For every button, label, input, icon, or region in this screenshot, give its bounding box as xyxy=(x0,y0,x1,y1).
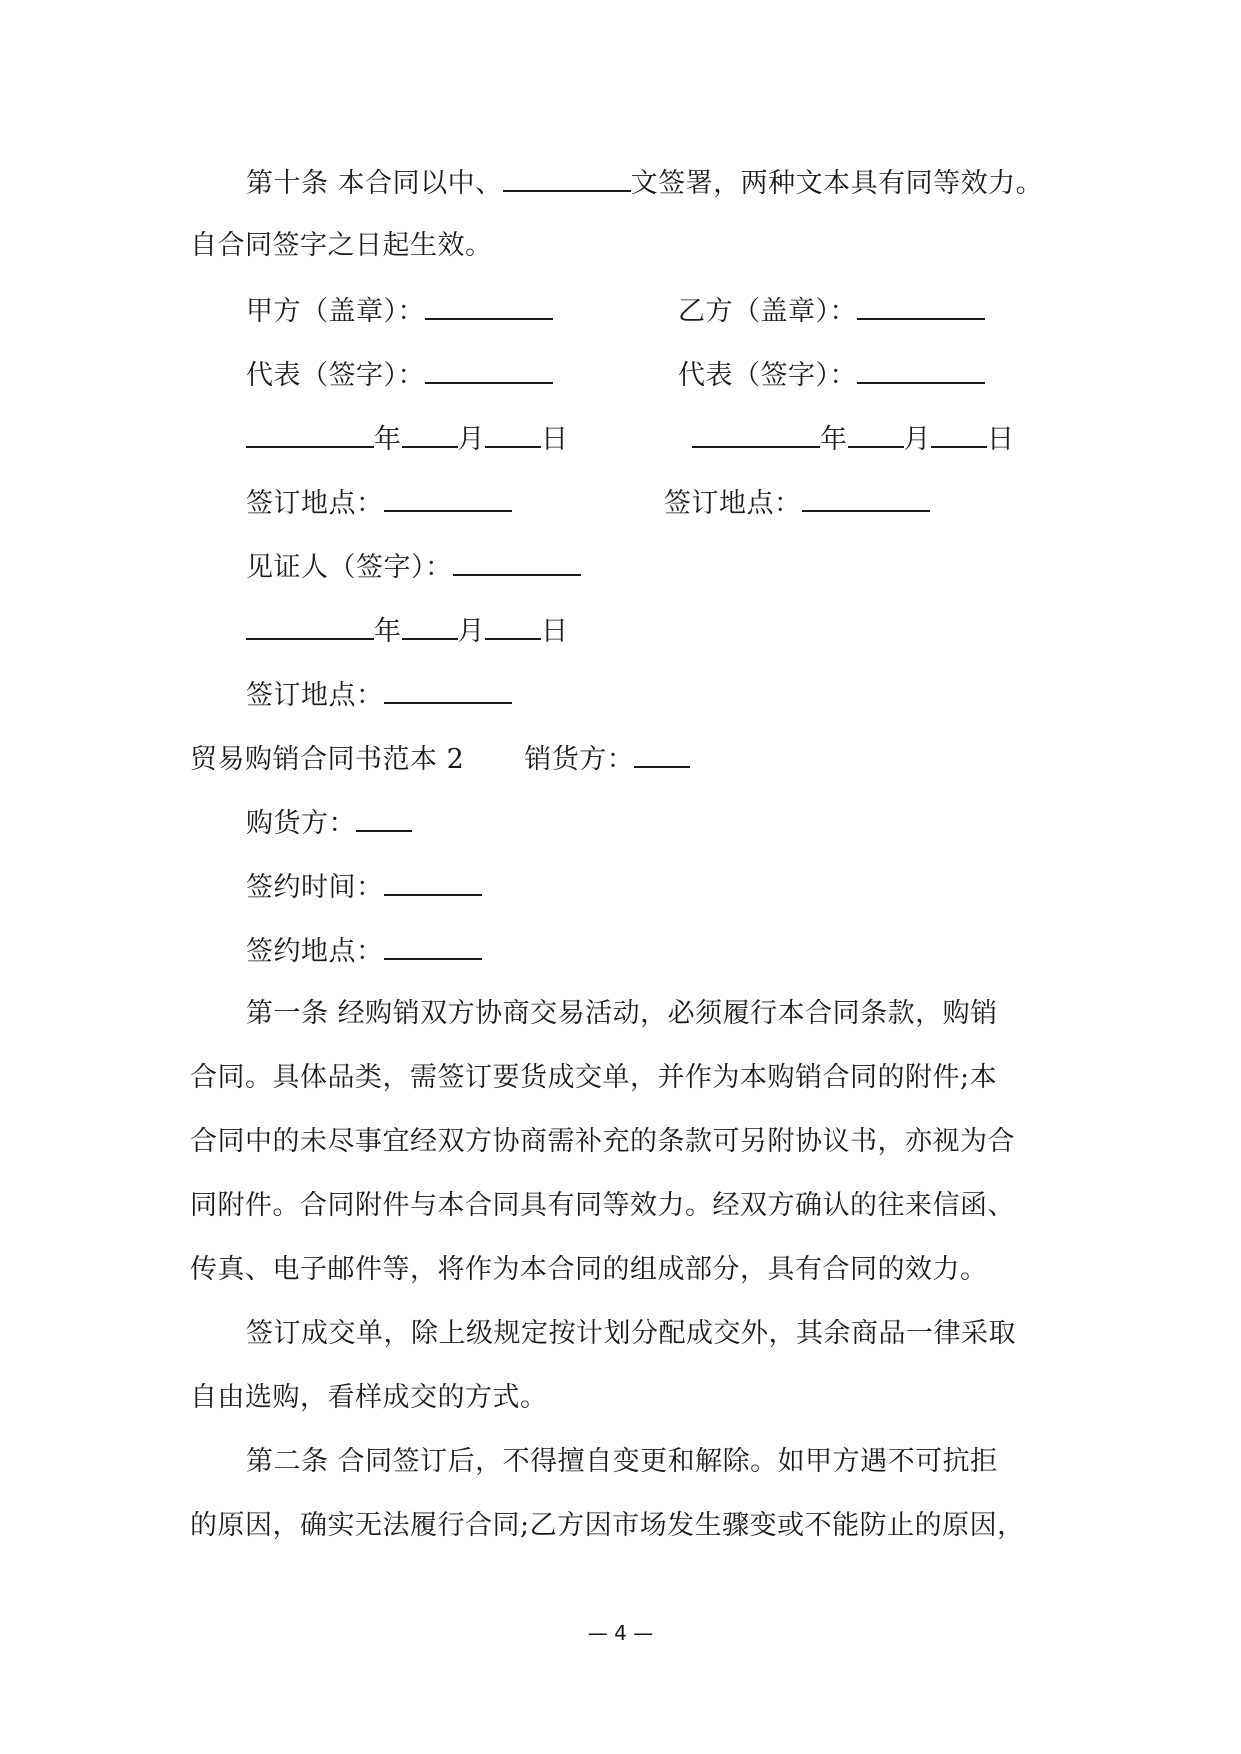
article2-line: 第二条 合同签订后，不得擅自变更和解除。如甲方遇不可抗拒 xyxy=(246,1446,998,1477)
place-a-blank xyxy=(384,482,512,512)
witness-place-label: 签订地点： xyxy=(246,680,384,711)
sign-place-row xyxy=(246,930,1060,970)
date-b xyxy=(692,418,1015,460)
article2-line: 的原因，确实无法履行合同;乙方因市场发生骤变或不能防止的原因， xyxy=(190,1510,1025,1541)
month-label-a: 月 xyxy=(457,424,485,455)
party-b-seal-blank xyxy=(857,290,985,320)
witness-year-blank xyxy=(246,610,374,640)
language-blank xyxy=(503,162,631,192)
deal-sheet-line: 自由选购，看样成交的方式。 xyxy=(190,1382,548,1413)
witness-day-blank xyxy=(485,610,541,640)
witness-label: 见证人（签字）： xyxy=(246,552,453,583)
day-blank-b xyxy=(931,418,987,448)
year-blank-b xyxy=(692,418,820,448)
template2-title: 贸易购销合同书范本 2 xyxy=(190,744,465,775)
witness-month-label: 月 xyxy=(457,616,485,647)
witness-year-label: 年 xyxy=(374,616,402,647)
month-label-b: 月 xyxy=(903,424,931,455)
year-label-a: 年 xyxy=(374,424,402,455)
article1-line: 合同中的未尽事宜经双方协商需补充的条款可另附协议书，亦视为合 xyxy=(190,1126,1015,1157)
sign-place-label: 签约地点： xyxy=(246,936,384,967)
date-row xyxy=(246,418,1060,458)
day-label-b: 日 xyxy=(987,424,1015,455)
article1-line: 合同。具体品类，需签订要货成交单，并作为本购销合同的附件;本 xyxy=(190,1062,998,1093)
party-a-seal-blank xyxy=(425,290,553,320)
rep-a-label: 代表（签字）： xyxy=(246,360,425,391)
article1-line: 同附件。合同附件与本合同具有同等效力。经双方确认的往来信函、 xyxy=(190,1190,1015,1221)
article10-text-b: 文签署，两种文本具有同等效力。 xyxy=(630,168,1044,199)
witness-place-row xyxy=(246,674,1060,714)
witness-place-blank xyxy=(384,674,512,704)
rep-a-blank xyxy=(425,354,553,384)
year-blank-a xyxy=(246,418,374,448)
sign-place-blank xyxy=(384,930,482,960)
place-b-blank xyxy=(802,482,930,512)
seal-row xyxy=(246,290,1060,330)
place-b-label: 签订地点： xyxy=(664,488,802,519)
article1-line: 第一条 经购销双方协商交易活动，必须履行本合同条款，购销 xyxy=(246,998,998,1029)
sign-time-blank xyxy=(384,866,482,896)
place-row xyxy=(246,482,1060,522)
month-blank-a xyxy=(402,418,458,448)
template2-title-row xyxy=(190,738,1060,778)
buyer-label: 购货方： xyxy=(246,808,356,839)
rep-b-label: 代表（签字）： xyxy=(678,360,857,391)
page-number: — 4 — xyxy=(587,1621,654,1645)
party-a-seal-label: 甲方（盖章）： xyxy=(246,296,425,327)
witness-month-blank xyxy=(402,610,458,640)
place-b xyxy=(664,482,930,524)
witness-day-label: 日 xyxy=(541,616,569,647)
buyer-row xyxy=(246,802,1060,842)
seller-label: 销货方： xyxy=(524,744,635,775)
witness-row xyxy=(246,546,1060,586)
witness-date-row xyxy=(246,610,1060,650)
sign-time-row xyxy=(246,866,1060,906)
rep-b xyxy=(678,354,985,396)
rep-b-blank xyxy=(857,354,985,384)
article1-line: 传真、电子邮件等，将作为本合同的组成部分，具有合同的效力。 xyxy=(190,1254,988,1285)
month-blank-b xyxy=(848,418,904,448)
year-label-b: 年 xyxy=(820,424,848,455)
place-a-label: 签订地点： xyxy=(246,488,384,519)
day-blank-a xyxy=(485,418,541,448)
seller-blank xyxy=(634,738,690,768)
buyer-blank xyxy=(356,802,412,832)
day-label-a: 日 xyxy=(541,424,569,455)
party-b-seal-label: 乙方（盖章）： xyxy=(678,296,857,327)
article10-text-a: 第十条 本合同以中、 xyxy=(246,168,503,199)
party-b-seal xyxy=(678,290,985,332)
sign-time-label: 签约时间： xyxy=(246,872,384,903)
witness-blank xyxy=(453,546,581,576)
rep-row xyxy=(246,354,1060,394)
deal-sheet-line: 签订成交单，除上级规定按计划分配成交外，其余商品一律采取 xyxy=(246,1318,1016,1349)
article10-line2: 自合同签字之日起生效。 xyxy=(190,230,493,261)
article10-line1 xyxy=(246,162,1060,202)
